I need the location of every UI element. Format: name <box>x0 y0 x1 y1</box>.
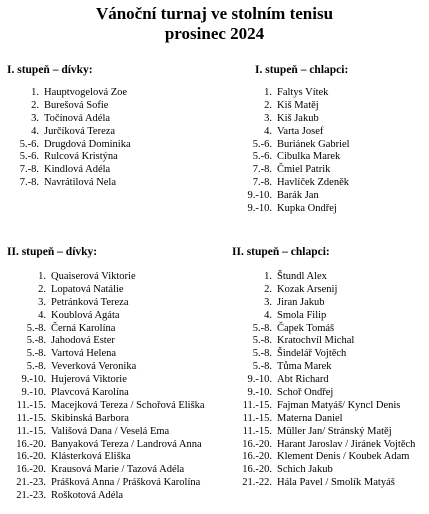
rank: 11.-15. <box>16 425 46 437</box>
rank: 5.-8. <box>252 335 272 347</box>
rank: 7.-8. <box>252 164 272 176</box>
rank: 4. <box>38 309 46 321</box>
player-name: Hála Pavel / Smolík Matyáš <box>277 477 395 489</box>
rank: 4. <box>31 125 39 137</box>
player-name: Lopatová Natálie <box>51 283 124 295</box>
player-name: Rulcová Kristýna <box>44 151 118 163</box>
rank: 5.-6. <box>19 138 39 150</box>
rank: 5.-8. <box>26 348 46 360</box>
rank: 5.-6. <box>252 151 272 163</box>
player-name: Čapek Tomáš <box>277 322 335 334</box>
player-name: Smola Filip <box>277 309 327 321</box>
rank: 3. <box>264 296 272 308</box>
player-name: Kozak Arsenij <box>277 283 338 295</box>
rank: 21.-23. <box>16 490 46 502</box>
player-name: Černá Karolína <box>51 322 116 334</box>
rank: 7.-8. <box>19 164 39 176</box>
rank: 3. <box>264 112 272 124</box>
player-name: Tůma Marek <box>277 361 332 373</box>
rank: 5.-8. <box>26 335 46 347</box>
section-heading-2nd-girls: II. stupeň – dívky: <box>7 246 98 258</box>
rank: 3. <box>38 296 46 308</box>
rank: 16.-20. <box>16 438 46 450</box>
rank: 1. <box>264 271 272 282</box>
rank: 5.-8. <box>26 361 46 373</box>
document-title: Vánoční turnaj ve stolním tenisu <box>95 4 334 23</box>
player-name: Jurčíková Tereza <box>44 125 116 137</box>
player-name: Fajman Matyáš/ Kyncl Denis <box>277 399 401 411</box>
rank: 9.-10. <box>21 374 46 386</box>
player-name: Jahodová Ester <box>51 335 115 347</box>
player-name: Hujerová Viktorie <box>51 374 127 386</box>
rank: 3. <box>31 112 39 124</box>
player-name: Hauptvogelová Zoe <box>44 87 128 98</box>
rank: 16.-20. <box>242 464 272 476</box>
rank: 11.-15. <box>16 412 46 424</box>
player-name: Krausová Marie / Tazová Adéla <box>51 464 185 476</box>
rank: 1. <box>31 87 39 98</box>
player-name: Materna Daniel <box>277 412 343 424</box>
player-name: Kratochvíl Michal <box>277 335 355 347</box>
player-name: Macejková Tereza / Schořová Eliška <box>51 399 205 411</box>
player-name: Abt Richard <box>277 374 329 386</box>
player-name: Banyaková Tereza / Landrová Anna <box>51 438 202 450</box>
player-name: Varta Josef <box>277 125 324 137</box>
player-name: Kiš Jakub <box>277 112 319 124</box>
player-name: Štundl Alex <box>277 271 327 282</box>
player-name: Veverková Veronika <box>51 361 137 373</box>
player-name: Schoř Ondřej <box>277 387 334 399</box>
player-name: Skibinská Barbora <box>51 412 129 424</box>
player-name: Burešová Sofie <box>44 99 109 111</box>
rank: 5.-6. <box>19 151 39 163</box>
rank: 1. <box>264 87 272 98</box>
player-name: Barák Jan <box>277 190 319 202</box>
rank: 2. <box>264 99 272 111</box>
player-name: Petránková Tereza <box>51 296 129 308</box>
rank: 11.-15. <box>242 425 272 437</box>
rank: 2. <box>264 283 272 295</box>
player-name: Kindlová Adéla <box>44 164 111 176</box>
rank: 16.-20. <box>16 451 46 463</box>
player-name: Havlíček Zdeněk <box>277 177 350 189</box>
player-name: Plavcová Karolína <box>51 387 129 399</box>
player-name: Klement Denis / Koubek Adam <box>277 451 410 463</box>
rank: 21.-23. <box>16 477 46 489</box>
rank: 2. <box>38 283 46 295</box>
rank: 4. <box>264 309 272 321</box>
rank: 1. <box>38 271 46 282</box>
section-heading-1st-girls: I. stupeň – dívky: <box>7 64 93 76</box>
player-name: Šindelář Vojtěch <box>277 348 347 360</box>
section-heading-2nd-boys: II. stupeň – chlapci: <box>232 246 330 258</box>
rank: 5.-6. <box>252 138 272 150</box>
rank: 9.-10. <box>247 387 272 399</box>
rank: 9.-10. <box>247 374 272 386</box>
rank: 5.-8. <box>252 361 272 373</box>
player-name: Faltys Vítek <box>277 87 329 98</box>
player-name: Vališová Dana / Veselá Ema <box>51 425 170 437</box>
rank: 11.-15. <box>242 399 272 411</box>
rank: 7.-8. <box>252 177 272 189</box>
rank: 2. <box>31 99 39 111</box>
player-name: Harant Jaroslav / Jiránek Vojtěch <box>277 438 416 450</box>
rank: 5.-8. <box>26 322 46 334</box>
player-name: Navrátilová Nela <box>44 177 117 189</box>
player-name: Klásterková Eliška <box>51 451 131 463</box>
player-name: Koublová Agáta <box>51 309 120 321</box>
player-name: Čmiel Patrik <box>277 164 331 176</box>
player-name: Schich Jakub <box>277 464 333 476</box>
rank: 9.-10. <box>247 190 272 202</box>
rank: 16.-20. <box>16 464 46 476</box>
section-heading-1st-boys: I. stupeň – chlapci: <box>255 64 349 76</box>
rank: 4. <box>264 125 272 137</box>
rank: 16.-20. <box>242 451 272 463</box>
player-name: Buriánek Gabriel <box>277 138 350 150</box>
rank: 11.-15. <box>242 412 272 424</box>
player-name: Vartová Helena <box>51 348 117 360</box>
player-name: Roškotová Adéla <box>51 490 124 502</box>
player-name: Prášková Anna / Prášková Karolína <box>51 477 201 489</box>
player-name: Drugdová Dominika <box>44 138 131 150</box>
player-name: Kiš Matěj <box>277 99 319 111</box>
rank: 5.-8. <box>252 348 272 360</box>
player-name: Točínová Adéla <box>44 112 111 124</box>
rank: 7.-8. <box>19 177 39 189</box>
player-name: Quaiserová Viktorie <box>51 271 136 282</box>
rank: 9.-10. <box>21 387 46 399</box>
rank: 11.-15. <box>16 399 46 411</box>
rank: 21.-22. <box>242 477 272 489</box>
player-name: Jiran Jakub <box>277 296 325 308</box>
player-name: Müller Jan/ Stránský Matěj <box>277 425 392 437</box>
rank: 16.-20. <box>242 438 272 450</box>
document-subtitle: prosinec 2024 <box>164 24 265 43</box>
rank: 5.-8. <box>252 322 272 334</box>
rank: 9.-10. <box>247 203 272 215</box>
player-name: Cibulka Marek <box>277 151 341 163</box>
player-name: Kupka Ondřej <box>277 203 337 215</box>
